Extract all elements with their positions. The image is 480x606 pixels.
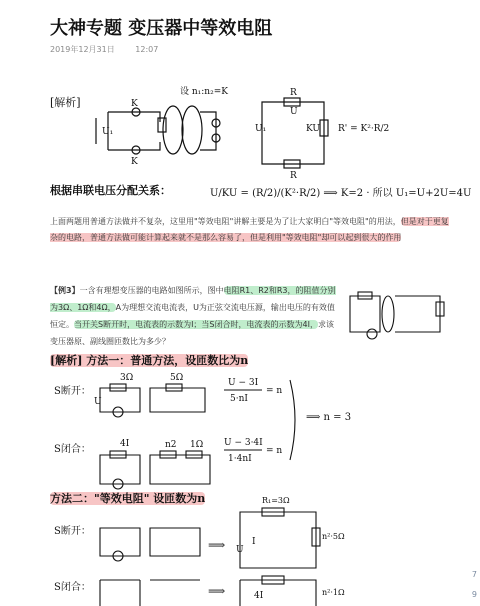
label-eq-u: U	[290, 107, 298, 117]
m2-label-i: I	[252, 537, 256, 547]
relation-equation: U/KU = (R/2)/(K²·R/2) ⟹ K=2 · 所以 U₁=U+2U=4U	[210, 188, 472, 199]
example-3-text-e: 求该变压器原、副线圈匝数比为多少？	[50, 320, 334, 346]
paragraph-1	[50, 214, 450, 246]
paragraph-1-plain: 上面两题用普通方法做并不复杂，这里用"等效电阻"讲解主要是为了让大家明白"等效电阻"的用法，	[50, 217, 401, 226]
page-title: 大神专题 变压器中等效电阻	[50, 18, 273, 39]
m2-closed-label: S闭合：	[54, 582, 91, 593]
m1-closed-label: S闭合：	[54, 444, 91, 455]
m1-label-3ohm: 3Ω	[120, 373, 134, 383]
eq2-denominator: 1·4nI	[228, 454, 252, 464]
relation-note: 根据串联电压分配关系：	[50, 184, 171, 197]
m1-open-label: S断开：	[54, 386, 91, 397]
m1-open-circuit	[100, 388, 205, 412]
method-2-text: 方法二："等效电阻" 设匝数为n	[50, 492, 206, 505]
ex3-circuit	[350, 296, 440, 332]
example-3	[50, 282, 340, 350]
example-3-text-a: 一含有理想变压器的电路如图所示，图中	[79, 286, 224, 295]
m2-closed-circuit	[100, 580, 200, 606]
example-3-label: 【例3】	[50, 286, 80, 295]
eq2-numerator: U − 3·4I	[224, 438, 263, 448]
example-3-text-b: 电阻R1、R2和R3，的阻值分别为3Ω、1Ω和4Ω，	[50, 286, 336, 312]
label-eq-u1: U₁	[255, 124, 267, 134]
label-eq-r2: R	[290, 171, 297, 181]
m2-r1-label: R₁=3Ω	[262, 496, 290, 505]
eq1-rhs: = n	[266, 386, 283, 396]
page-time: 12:07	[135, 45, 159, 54]
big-brace	[290, 380, 295, 460]
m1-label-1ohm: 1Ω	[190, 440, 204, 450]
transformer-core-right	[182, 106, 202, 154]
analysis-label: [解析]	[50, 96, 81, 109]
example-3-text-d: 当开关S断开时，电流表的示数为I；当S闭合时，电流表的示数为4I，	[74, 320, 318, 329]
eq1-denominator: 5·nI	[230, 394, 248, 404]
m2-label-4i: 4I	[254, 591, 264, 601]
method-1-result: ⟹ n = 3	[306, 412, 352, 423]
m1-label-n2: n2	[165, 440, 177, 450]
side-page-top: 7	[471, 570, 477, 579]
m2-arrow-2: ⟹	[208, 584, 226, 598]
eq2-rhs: = n	[266, 446, 283, 456]
ex3-ammeter	[367, 329, 377, 339]
m2-label-u: U	[236, 545, 244, 555]
ex3-core	[382, 296, 394, 332]
m2-rp2-label: n²·1Ω	[322, 588, 345, 597]
method-1-text: [解析] 方法一：普通方法，设匝数比为n	[50, 354, 249, 367]
setting-note: 设 n₁:n₂=K	[180, 87, 228, 97]
m1-label-4i: 4I	[120, 439, 130, 449]
label-k2: K	[131, 157, 138, 167]
label-u1: U₁	[102, 127, 114, 137]
label-k: K	[131, 99, 138, 109]
circuit-1-wire	[108, 112, 160, 150]
label-ku: KU	[306, 124, 320, 134]
circuit-1-resistor	[158, 118, 166, 132]
m2-rp1-label: n²·5Ω	[322, 532, 345, 541]
m1-label-5ohm: 5Ω	[170, 373, 184, 383]
label-eq-r: R	[290, 88, 297, 98]
method-1-heading	[50, 352, 248, 368]
m2-arrow-1: ⟹	[208, 538, 226, 552]
example-3-text-c: A为理想交流电流表，U为正弦交流电压源，输出电压的有效值恒定。	[50, 303, 335, 329]
side-page-bottom: 9	[471, 590, 477, 599]
page-date: 2019年12月31日	[50, 45, 115, 54]
formula-note: R' = K²·R/2	[338, 124, 390, 134]
paragraph-1-highlight: 但是对于更复杂的电路，普通方法做可能计算起来就不是那么容易了，但是利用"等效电阻"却可以起到很大的作用	[50, 217, 449, 242]
eq1-numerator: U − 3I	[228, 378, 259, 388]
method-2-heading	[50, 490, 205, 506]
m2-open-label: S断开：	[54, 526, 91, 537]
m1-label-u: U	[94, 397, 102, 407]
